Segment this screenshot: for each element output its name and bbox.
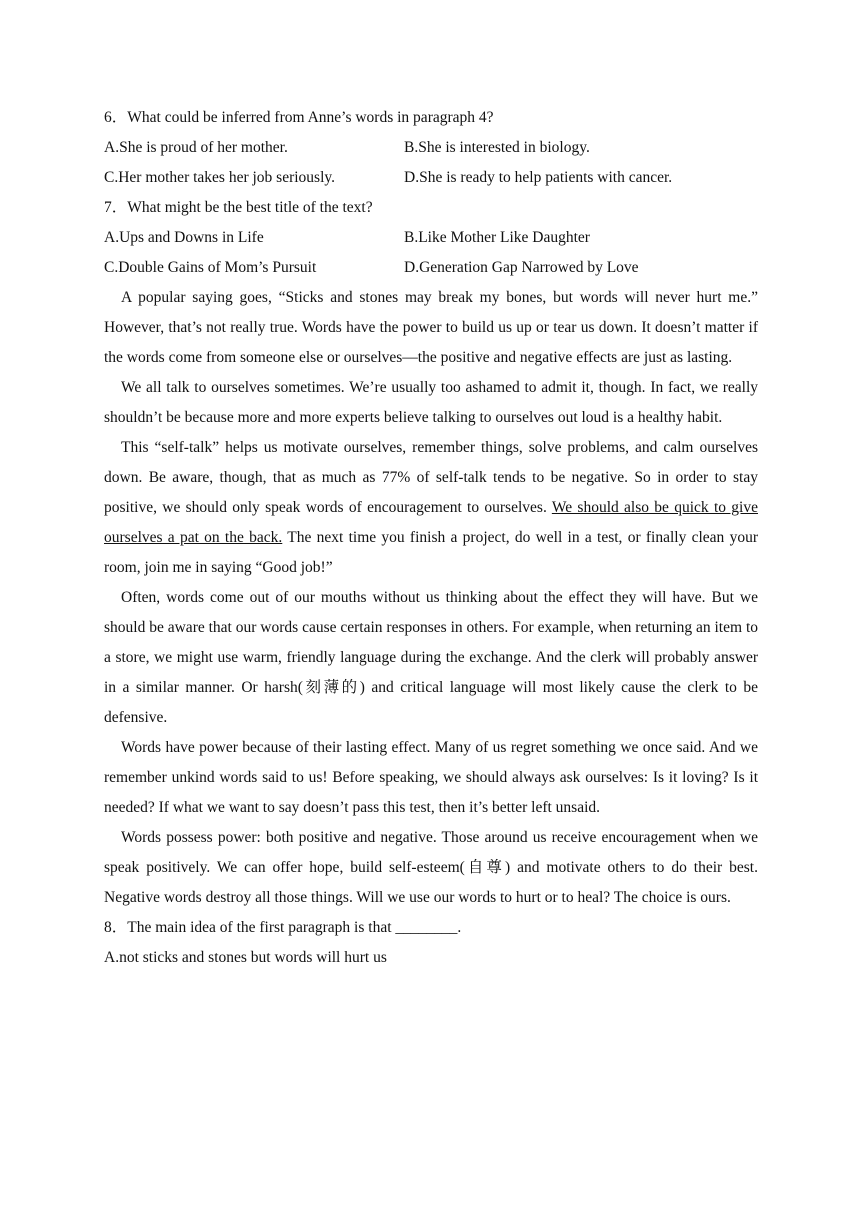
question-8-stem: 8．The main idea of the first paragraph is that ________. — [104, 919, 462, 936]
passage-paragraph-6: Words possess power: both positive and negative. Those around us receive encouragement when we speak positively. We can offer hope, build self-esteem(自尊) and motivate others to do their best. Negative words destroy all those things. Will we use our words to hurt or to heal? The choice is ours. — [104, 829, 758, 906]
underlined-sentence: We should also be quick to give ourselves a pat on the back. — [104, 499, 758, 546]
passage-paragraph-5: Words have power because of their lasting effect. Many of us regret something we once said. And we remember unkind words said to us! Before speaking, we should always ask ourselves: Is it loving? Is it needed? If what we want to say doesn’t pass this test, then it’s better left unsaid. — [104, 739, 758, 816]
question-7-option-c: C.Double Gains of Mom’s Pursuit — [104, 259, 317, 276]
document-page — [104, 103, 758, 973]
passage-paragraph-3-start: This “self-talk” helps us motivate ourselves, remember things, solve problems, and calm ourselves down. Be aware, though, that as much as 77% of self-talk tends to be negative. So in order to stay positive, we should only speak words of encouragement to ourselves. — [104, 439, 758, 516]
question-7-option-a: A.Ups and Downs in Life — [104, 229, 264, 246]
question-7-stem: 7．What might be the best title of the text? — [104, 199, 373, 216]
question-6-option-b: B.She is interested in biology. — [404, 139, 590, 156]
question-6-options — [104, 133, 758, 193]
question-8-option-a: A.not sticks and stones but words will hurt us — [104, 949, 387, 966]
question-6-option-d: D.She is ready to help patients with cancer. — [404, 169, 673, 186]
passage-paragraph-1: A popular saying goes, “Sticks and stones may break my bones, but words will never hurt me.” However, that’s not really true. Words have the power to build us up or tear us down. It doesn’t matter if the words come from someone else or ourselves—the positive and negative effects are just as lasting. — [104, 289, 758, 366]
passage-paragraph-2: We all talk to ourselves sometimes. We’re usually too ashamed to admit it, though. In fact, we really shouldn’t be because more and more experts believe talking to ourselves out loud is a healthy habit. — [104, 379, 758, 426]
question-7-option-b: B.Like Mother Like Daughter — [404, 229, 590, 246]
question-7-options — [104, 223, 758, 283]
question-6-stem: 6．What could be inferred from Anne’s words in paragraph 4? — [104, 109, 494, 126]
passage-paragraph-3 — [104, 433, 758, 583]
passage-paragraph-4: Often, words come out of our mouths without us thinking about the effect they will have. But we should be aware that our words cause certain responses in others. For example, when returning an item to a store, we might use warm, friendly language during the exchange. And the clerk will probably answer in a similar manner. Or harsh(刻薄的) and critical language will most likely cause the clerk to be defensive. — [104, 589, 758, 726]
question-6-option-a: A.She is proud of her mother. — [104, 139, 288, 156]
question-7-option-d: D.Generation Gap Narrowed by Love — [404, 259, 639, 276]
passage-paragraph-3-end: The next time you finish a project, do well in a test, or finally clean your room, join me in saying “Good job!” — [104, 529, 758, 576]
question-6-option-c: C.Her mother takes her job seriously. — [104, 169, 336, 186]
